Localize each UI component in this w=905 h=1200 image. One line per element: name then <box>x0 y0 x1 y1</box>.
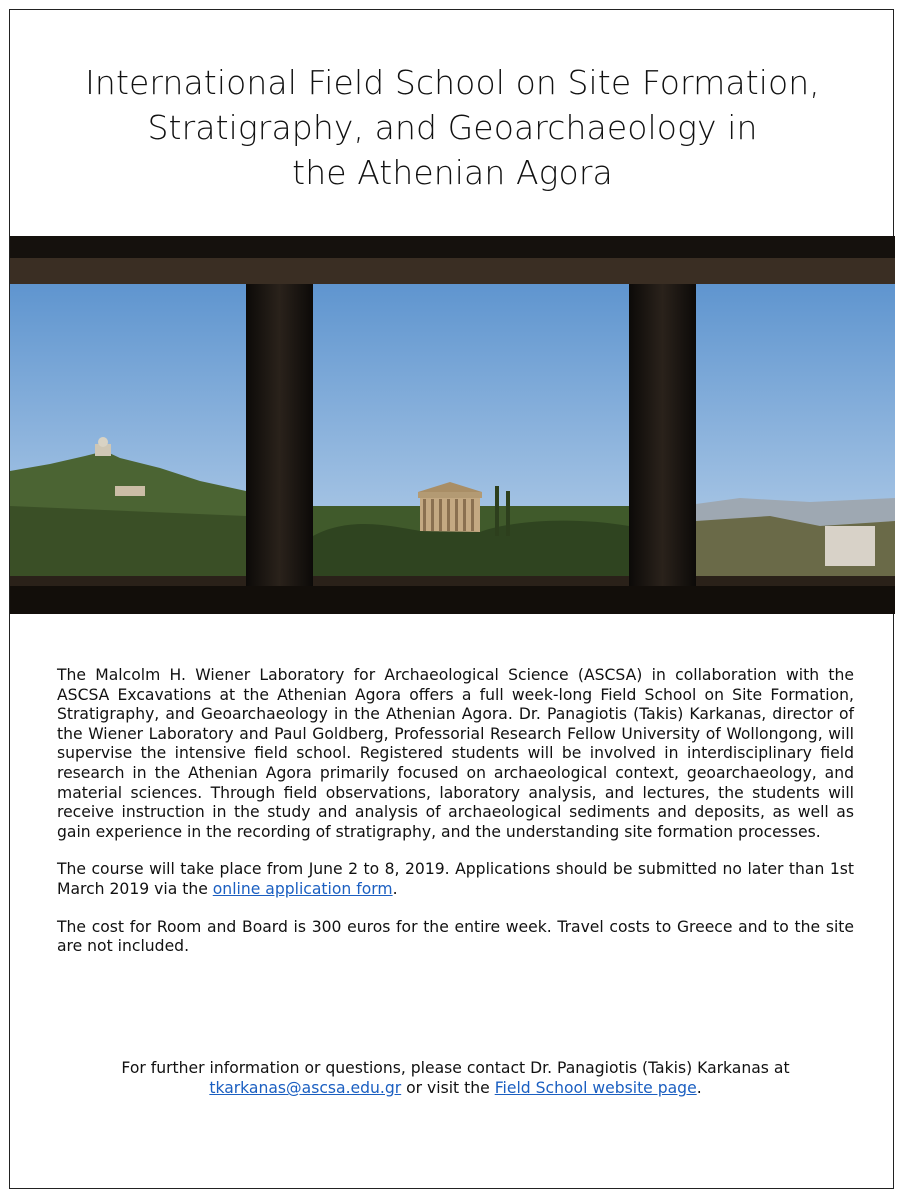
paragraph-intro: The Malcolm H. Wiener Laboratory for Archaeological Science (ASCSA) in collaboration with the ASCSA Excavations at the Athenian Agora offers a full week-long Field School on Site Formation, Stratigraphy, and Geoarchaeology in the Athenian Agora. Dr. Panagiotis (Takis) Karkanas, director of the Wiener Laboratory and Paul Goldberg, Professorial Research Fellow University of Wollongong, will supervise the intensive field school. Registered students will be involved in interdisciplinary field research in the Athenian Agora primarily focused on archaeological context, geoarchaeology, and material sciences. Through field observations, laboratory analysis, and lectures, the students will receive instruction in the study and analysis of archaeological sediments and deposits, as well as gain experience in the recording of stratigraphy, and the understanding site formation processes. <box>57 666 854 841</box>
trees-left <box>10 506 246 584</box>
cypress-tree-2 <box>506 491 510 536</box>
cypress-tree <box>495 486 499 536</box>
paragraph-dates <box>57 860 854 899</box>
page-title <box>30 60 875 195</box>
paragraph-cost: The cost for Room and Board is 300 euros for the entire week. Travel costs to Greece and to the site are not included. <box>57 917 854 956</box>
colonnade-photo <box>10 236 895 614</box>
contact-line: For further information or questions, please contact Dr. Panagiotis (Takis) Karkanas at <box>121 1059 790 1077</box>
ceiling-beam <box>10 258 895 284</box>
contact-end-text: . <box>696 1079 702 1097</box>
title-line-3: the Athenian Agora <box>292 153 613 192</box>
email-link[interactable]: tkarkanas@ascsa.edu.gr <box>209 1079 402 1097</box>
body-text <box>57 666 854 975</box>
contact-footer <box>57 1058 854 1098</box>
buildings-left <box>115 486 145 496</box>
top-beam <box>10 236 895 258</box>
online-application-form-link[interactable]: online application form <box>212 879 393 898</box>
bottom-frame <box>10 586 895 614</box>
building-right <box>825 526 875 566</box>
observatory-dome <box>98 437 108 447</box>
colonnade-photo-svg <box>10 236 895 614</box>
dates-text-end: . <box>392 879 398 898</box>
column-right <box>629 256 696 614</box>
window-sill <box>10 576 895 586</box>
dates-text: The course will take place from June 2 to 8, 2019. Applications should be submitted no later than 1st March 2019 via the <box>57 860 854 898</box>
column-left <box>246 256 313 614</box>
field-school-website-link[interactable]: Field School website page <box>494 1079 697 1097</box>
title-line-2: Stratigraphy, and Geoarchaeology in <box>147 108 758 147</box>
title-line-1: International Field School on Site Formation, <box>85 63 820 102</box>
temple-roof <box>418 492 482 498</box>
contact-links-line <box>57 1078 854 1098</box>
contact-middle-text: or visit the <box>401 1079 495 1097</box>
